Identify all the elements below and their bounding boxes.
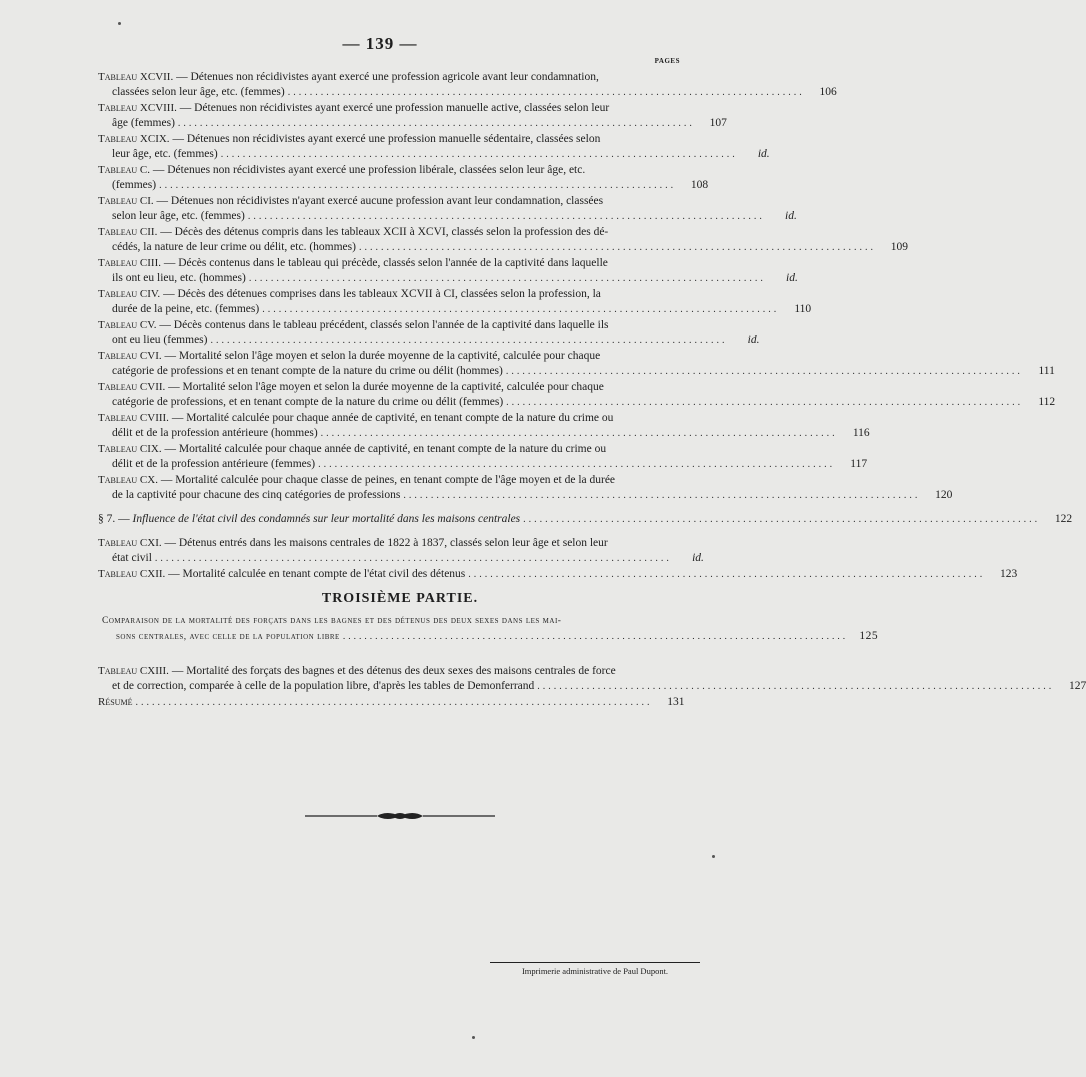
dot-leader: .............................................................................................. (342, 632, 849, 642)
dot-leader: .............................................................................................. (262, 304, 780, 315)
entry-page: 108 (690, 179, 709, 191)
entry-text: — Mortalité calculée en tenant compte de l'état civil des détenus (165, 568, 466, 580)
entry-text: — Mortalité selon l'âge moyen et selon la durée moyenne de la captivité, calculée pour chaque (165, 381, 604, 393)
entry-page: id. (692, 552, 704, 564)
entry-page: id. (747, 334, 760, 346)
toc-entry (98, 695, 684, 710)
entry-label: Tableau XCIX. (98, 133, 170, 145)
entry-text-cont: délit et de la profession antérieure (hommes) (112, 427, 318, 439)
entry-page: 106 (819, 86, 837, 98)
entry-label: Tableau CIII. (98, 257, 161, 269)
entry-label: Tableau CXIII. (98, 665, 169, 677)
entry-text-cont: classées selon leur âge, etc. (femmes) (112, 86, 285, 98)
entry-page: id. (757, 148, 770, 160)
entry-label: Tableau CVIII. (98, 412, 169, 424)
entry-label: Tableau CXI. (98, 537, 162, 549)
entry-text: — Décès contenus dans le tableau précédent, classés selon l'année de la captivité dans laquelle ils (156, 319, 609, 331)
entry-text-cont: ont eu lieu (femmes) (112, 334, 208, 346)
entry-text-cont: de la captivité pour chacune des cinq catégories de professions (112, 489, 401, 501)
dot-leader: .............................................................................................. (403, 490, 921, 501)
dot-leader: .............................................................................................. (177, 118, 695, 129)
dot-leader: .............................................................................................. (247, 211, 765, 222)
toc-entry (98, 132, 770, 162)
toc-entry (98, 664, 1086, 694)
toc-entry (98, 225, 908, 255)
entry-page: id. (786, 272, 798, 284)
entry-text: — Mortalité des forçats des bagnes et des détenus des deux sexes des maisons centrales de force (168, 665, 616, 677)
entry-label: Tableau CI. (98, 195, 154, 207)
comparaison-entry (102, 614, 879, 645)
entry-text-cont: âge (femmes) (112, 117, 175, 129)
toc-entry (98, 287, 812, 317)
dot-leader: .............................................................................................. (318, 459, 836, 470)
dot-leader: .............................................................................................. (523, 514, 1041, 525)
toc-entries-2 (98, 536, 1018, 582)
entry-text: — Détenues non récidivistes ayant exercé une profession libérale, classées selon leur âge, etc. (150, 164, 586, 176)
table-of-contents-3 (98, 664, 1086, 711)
part-title: TROISIÈME PARTIE. (321, 591, 479, 606)
entry-text-cont: selon leur âge, etc. (femmes) (112, 210, 245, 222)
imprint: Imprimerie administrative de Paul Dupont. (490, 962, 700, 976)
toc-entry (98, 70, 837, 100)
entry-label: Tableau CX. (98, 474, 158, 486)
entry-text: — Mortalité calculée pour chaque année de captivité, en tenant compte de la nature du crime ou (168, 412, 614, 424)
entry-label: Tableau XCVII. (98, 71, 174, 83)
entry-label: Tableau CIV. (98, 288, 161, 300)
entry-label: Tableau CVI. (98, 350, 162, 362)
entry-page: 109 (890, 241, 908, 253)
entry-text-cont: ils ont eu lieu, etc. (hommes) (112, 272, 246, 284)
entry-text-cont: durée de la peine, etc. (femmes) (112, 303, 260, 315)
entry-text-cont: et de correction, comparée à celle de la population libre, d'après les tables de Demonferrand (112, 680, 535, 692)
section-7-page: 122 (1054, 513, 1073, 525)
dot-leader: .............................................................................................. (220, 149, 738, 160)
entry-text-cont: catégorie de professions et en tenant compte de la nature du crime ou délit (hommes) (112, 365, 503, 377)
entry-text-cont: leur âge, etc. (femmes) (112, 148, 218, 160)
entry-text: — Détenues non récidivistes ayant exercé une profession manuelle active, classées selon leur (176, 102, 610, 114)
dot-leader: .............................................................................................. (506, 397, 1024, 408)
toc-entry (98, 349, 1055, 379)
toc-entry (98, 163, 709, 193)
entry-text: — Décès contenus dans le tableau qui précède, classés selon l'année de la captivité dans laquelle (161, 257, 608, 269)
toc-entry (98, 101, 727, 131)
entry-page: 131 (667, 696, 685, 708)
entry-page: 112 (1038, 396, 1056, 408)
entry-label: Résumé (98, 696, 133, 708)
entry-text-cont: délit et de la profession antérieure (femmes) (112, 458, 316, 470)
dot-leader: .............................................................................................. (159, 180, 677, 191)
ink-speck (712, 855, 715, 858)
entry-text-cont: catégorie de professions, et en tenant compte de la nature du crime ou délit (femmes) (112, 396, 504, 408)
toc-entry (98, 411, 870, 441)
entry-label: Tableau CV. (98, 319, 157, 331)
dot-leader: .............................................................................................. (248, 273, 766, 284)
entry-text: — Décès des détenus compris dans les tableaux XCII à XCVI, classés selon la profession des dé- (157, 226, 609, 238)
dot-leader: .............................................................................................. (320, 428, 838, 439)
entry-text-cont: (femmes) (112, 179, 157, 191)
toc-entries-3 (98, 664, 1086, 710)
toc-entry (98, 318, 760, 348)
entry-label: Tableau CII. (98, 226, 158, 238)
entry-text: — Décès des détenues comprises dans les tableaux XCVII à CI, classées selon la profession, la (160, 288, 601, 300)
entry-page: 123 (1000, 568, 1018, 580)
entry-page: 107 (709, 117, 727, 129)
entry-label: Tableau XCVIII. (98, 102, 177, 114)
page-number: — 139 — (342, 34, 418, 53)
ink-speck (472, 1036, 475, 1039)
entry-text-cont: cédés, la nature de leur crime ou délit, etc. (hommes) (112, 241, 356, 253)
toc-entries (98, 70, 1056, 503)
entry-label: Tableau CXII. (98, 568, 166, 580)
toc-entry (98, 442, 868, 472)
entry-text: — Mortalité calculée pour chaque année de captivité, en tenant compte de la nature du crime ou (161, 443, 607, 455)
entry-text: — Mortalité selon l'âge moyen et selon la durée moyenne de la captivité, calculée pour chaque (161, 350, 601, 362)
entry-text: — Mortalité calculée pour chaque classe de peines, en tenant compte de l'âge moyen et de la durée (157, 474, 616, 486)
entry-page: id. (785, 210, 797, 222)
entry-text: — Détenues non récidivistes ayant exercé une profession manuelle sédentaire, classées selon (169, 133, 601, 145)
section-7-entry (98, 512, 1073, 527)
dot-leader: .............................................................................................. (287, 87, 805, 98)
entry-page: 116 (852, 427, 870, 439)
ink-speck (118, 22, 121, 25)
entry-label: Tableau CIX. (98, 443, 162, 455)
table-of-contents (98, 70, 1073, 583)
dot-leader: .............................................................................................. (358, 242, 876, 253)
toc-entry (98, 380, 1056, 410)
entry-page: 110 (794, 303, 812, 315)
entry-text-cont: état civil (112, 552, 152, 564)
toc-entry (98, 194, 797, 224)
pages-column-label: PAGES (654, 57, 680, 65)
toc-entry (98, 536, 704, 566)
toc-entry (98, 567, 1018, 582)
entry-page: 120 (935, 489, 953, 501)
comparaison-line-2: sons centrales, avec celle de la population libre (116, 632, 340, 642)
entry-text: — Détenues non récidivistes n'ayant exercé aucune profession avant leur condamnation, classées (153, 195, 604, 207)
entry-label: Tableau C. (98, 164, 150, 176)
comparaison-line-1: Comparaison de la mortalité des forçats dans les bagnes et des détenus des deux sexes dans les mai- (102, 616, 562, 626)
dot-leader: .............................................................................................. (505, 366, 1023, 377)
dot-leader: .............................................................................................. (135, 697, 653, 708)
ornament-divider-icon (305, 808, 495, 824)
dot-leader: .............................................................................................. (468, 569, 986, 580)
entry-text: — Détenues non récidivistes ayant exercé une profession agricole avant leur condamnation, (173, 71, 599, 83)
dot-leader: .............................................................................................. (537, 681, 1055, 692)
comparaison-page: 125 (859, 630, 879, 642)
entry-page: 117 (850, 458, 868, 470)
section-7-prefix: § 7. — (98, 513, 133, 525)
entry-text: — Détenus entrés dans les maisons centrales de 1822 à 1837, classés selon leur âge et selon leur (161, 537, 608, 549)
dot-leader: .............................................................................................. (154, 553, 672, 564)
toc-entry (98, 473, 953, 503)
dot-leader: .............................................................................................. (210, 335, 728, 346)
section-7-title: Influence de l'état civil des condamnés sur leur mortalité dans les maisons centrales (132, 513, 521, 525)
entry-page: 111 (1038, 365, 1055, 377)
entry-label: Tableau CVII. (98, 381, 166, 393)
entry-page: 127 (1069, 680, 1086, 692)
toc-entry (98, 256, 798, 286)
